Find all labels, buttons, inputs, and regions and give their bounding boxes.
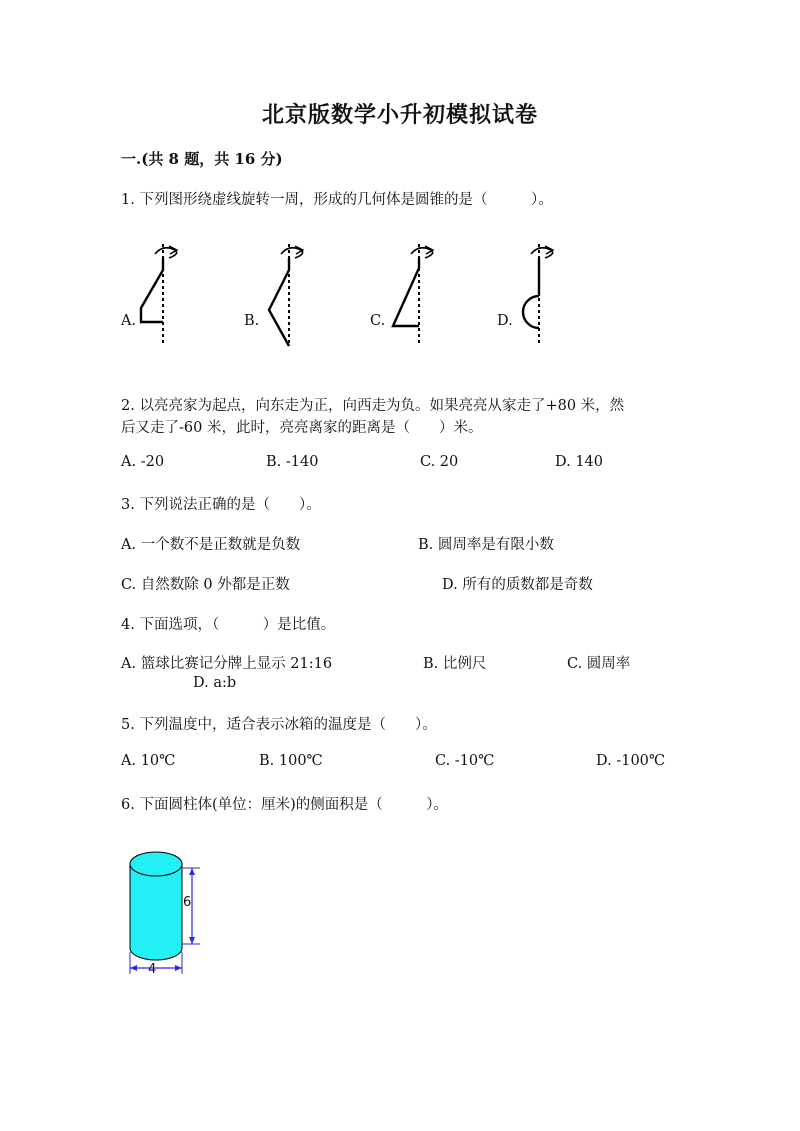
q1-option-d-label: D.	[497, 313, 513, 329]
question-2-line-2: 后又走了-60 米，此时，亮亮离家的距离是（ ）米。	[121, 420, 483, 436]
q1-option-c-label: C.	[370, 313, 386, 329]
q5-option-b: B. 100℃	[259, 753, 323, 769]
q4-option-b: B. 比例尺	[423, 656, 487, 672]
q1-figure-a	[125, 240, 195, 350]
q3-option-c: C. 自然数除 0 外都是正数	[121, 577, 290, 593]
cylinder-height-label: 6	[183, 895, 192, 910]
question-3-text: 3. 下列说法正确的是（ ）。	[121, 497, 321, 513]
q3-option-a: A. 一个数不是正数就是负数	[121, 537, 301, 553]
q1-figure-d	[505, 240, 575, 350]
cylinder-top	[130, 852, 182, 876]
q4-option-a: A. 篮球比赛记分牌上显示 21:16	[121, 656, 333, 672]
section-heading: 一.(共 8 题，共 16 分)	[121, 150, 283, 168]
question-2-line-1: 2. 以亮亮家为起点，向东走为正，向西走为负。如果亮亮从家走了+80 米，然	[121, 398, 625, 414]
q2-option-b: B. -140	[266, 454, 319, 470]
question-6-text: 6. 下面圆柱体(单位：厘米)的侧面积是（ ）。	[121, 797, 449, 813]
q1-figure-b	[255, 240, 325, 350]
q2-option-a: A. -20	[121, 454, 165, 470]
q4-option-d: D. a:b	[193, 675, 237, 691]
q4-option-c: C. 圆周率	[567, 656, 631, 672]
q1-option-a-label: A.	[121, 313, 137, 329]
q3-option-d: D. 所有的质数都是奇数	[442, 577, 593, 593]
question-5-text: 5. 下列温度中，适合表示冰箱的温度是（ ）。	[121, 717, 437, 733]
page-title: 北京版数学小升初模拟试卷	[261, 102, 538, 128]
q5-option-c: C. -10℃	[435, 753, 495, 769]
q1-figure-c	[385, 240, 455, 350]
q2-option-d: D. 140	[555, 454, 604, 470]
q5-option-a: A. 10℃	[121, 753, 176, 769]
question-1-text: 1. 下列图形绕虚线旋转一周，形成的几何体是圆锥的是（ ）。	[121, 192, 553, 208]
cylinder-diameter-label: 4	[148, 962, 157, 977]
q1-option-b-label: B.	[244, 313, 260, 329]
q5-option-d: D. -100℃	[596, 753, 666, 769]
q2-option-c: C. 20	[420, 454, 459, 470]
question-4-text: 4. 下面选项，（ ）是比值。	[121, 617, 336, 633]
cylinder-figure	[120, 840, 230, 990]
q3-option-b: B. 圆周率是有限小数	[418, 537, 554, 553]
